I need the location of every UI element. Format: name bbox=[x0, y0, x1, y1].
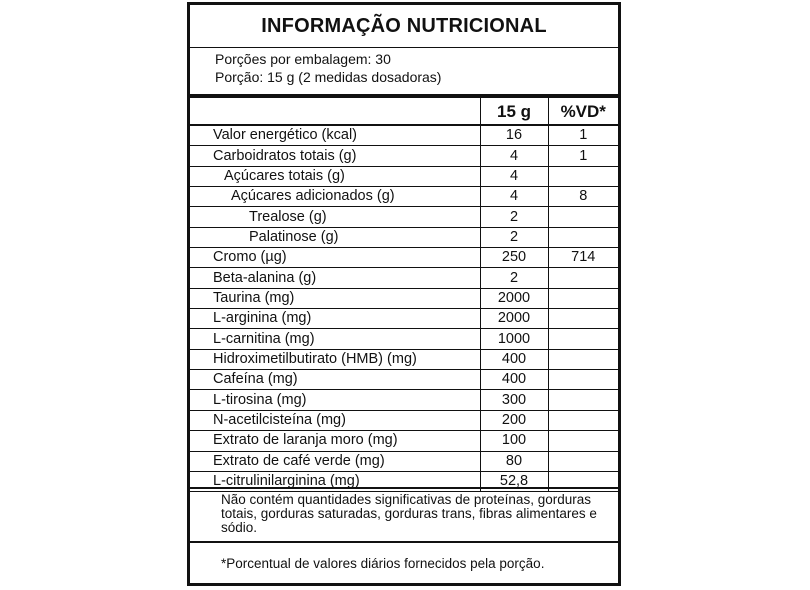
nutrient-dv bbox=[548, 451, 618, 471]
nutrient-name: L-citrulinilarginina (mg) bbox=[190, 471, 480, 491]
disclaimer-note: Não contém quantidades significativas de proteínas, gorduras totais, gorduras saturadas, gorduras trans, fibras alimentares e sódio. bbox=[221, 492, 597, 535]
table-row bbox=[190, 451, 618, 471]
table-row bbox=[190, 309, 618, 329]
nutrient-name: Valor energético (kcal) bbox=[190, 125, 480, 146]
nutrient-dv: 1 bbox=[548, 146, 618, 166]
nutrient-value: 1000 bbox=[480, 329, 548, 349]
nutrient-value: 4 bbox=[480, 146, 548, 166]
nutrient-dv bbox=[548, 207, 618, 227]
nutrient-name: Taurina (mg) bbox=[190, 288, 480, 308]
nutrient-dv bbox=[548, 268, 618, 288]
nutrient-value: 400 bbox=[480, 370, 548, 390]
nutrient-name: Cafeína (mg) bbox=[190, 370, 480, 390]
nutrient-value: 100 bbox=[480, 431, 548, 451]
table-row bbox=[190, 207, 618, 227]
table-row bbox=[190, 227, 618, 247]
nutrient-name: Açúcares adicionados (g) bbox=[190, 187, 480, 207]
table-row bbox=[190, 288, 618, 308]
nutrient-name: Palatinose (g) bbox=[190, 227, 480, 247]
nutrient-name: Extrato de laranja moro (mg) bbox=[190, 431, 480, 451]
nutrient-value: 250 bbox=[480, 248, 548, 268]
nutrient-name: L-tirosina (mg) bbox=[190, 390, 480, 410]
nutrient-value: 16 bbox=[480, 125, 548, 146]
nutrient-value: 200 bbox=[480, 410, 548, 430]
nutrient-value: 52,8 bbox=[480, 471, 548, 491]
dv-header: %VD* bbox=[548, 98, 618, 125]
nutrient-name: Extrato de café verde (mg) bbox=[190, 451, 480, 471]
nutrient-dv bbox=[548, 309, 618, 329]
nutrient-value: 2000 bbox=[480, 288, 548, 308]
nutrient-name: Açúcares totais (g) bbox=[190, 166, 480, 186]
nutrient-value: 400 bbox=[480, 349, 548, 369]
servings-per-package: Porções por embalagem: 30 bbox=[215, 51, 391, 67]
divider bbox=[190, 47, 618, 48]
nutrient-dv bbox=[548, 166, 618, 186]
nutrient-dv bbox=[548, 329, 618, 349]
nutrient-name: Trealose (g) bbox=[190, 207, 480, 227]
table-row bbox=[190, 349, 618, 369]
nutrient-dv: 714 bbox=[548, 248, 618, 268]
nutrient-value: 2 bbox=[480, 207, 548, 227]
table-row bbox=[190, 268, 618, 288]
nutrient-value: 80 bbox=[480, 451, 548, 471]
nutrient-name: Hidroximetilbutirato (HMB) (mg) bbox=[190, 349, 480, 369]
table-row bbox=[190, 329, 618, 349]
nutrient-dv bbox=[548, 390, 618, 410]
table-row bbox=[190, 390, 618, 410]
nutrient-name: Cromo (µg) bbox=[190, 248, 480, 268]
nutrient-dv bbox=[548, 370, 618, 390]
table-row bbox=[190, 410, 618, 430]
nutrition-table bbox=[190, 98, 618, 492]
nutrient-name: N-acetilcisteína (mg) bbox=[190, 410, 480, 430]
table-row bbox=[190, 146, 618, 166]
nutrient-dv bbox=[548, 431, 618, 451]
nutrient-dv bbox=[548, 349, 618, 369]
table-row bbox=[190, 166, 618, 186]
nutrient-dv bbox=[548, 410, 618, 430]
nutrient-name: Beta-alanina (g) bbox=[190, 268, 480, 288]
nutrient-dv: 1 bbox=[548, 125, 618, 146]
table-row bbox=[190, 125, 618, 146]
table-row bbox=[190, 248, 618, 268]
nutrient-dv bbox=[548, 227, 618, 247]
divider bbox=[190, 541, 618, 543]
divider bbox=[190, 487, 618, 489]
table-row bbox=[190, 187, 618, 207]
serving-size: Porção: 15 g (2 medidas dosadoras) bbox=[215, 69, 442, 85]
nutrient-value: 2000 bbox=[480, 309, 548, 329]
nutrient-value: 4 bbox=[480, 166, 548, 186]
nutrient-name: Carboidratos totais (g) bbox=[190, 146, 480, 166]
nutrition-facts-label bbox=[187, 2, 621, 586]
table-header-row bbox=[190, 98, 618, 125]
table-row bbox=[190, 431, 618, 451]
footnote: *Porcentual de valores diários fornecidos pela porção. bbox=[221, 556, 545, 571]
nutrient-value: 4 bbox=[480, 187, 548, 207]
nutrient-value: 2 bbox=[480, 268, 548, 288]
nutrient-dv bbox=[548, 288, 618, 308]
nutrient-name: L-carnitina (mg) bbox=[190, 329, 480, 349]
nutrient-name: L-arginina (mg) bbox=[190, 309, 480, 329]
label-title: INFORMAÇÃO NUTRICIONAL bbox=[261, 15, 547, 37]
nutrient-dv: 8 bbox=[548, 187, 618, 207]
nutrient-value: 2 bbox=[480, 227, 548, 247]
per-serving-header: 15 g bbox=[480, 98, 548, 125]
nutrient-value: 300 bbox=[480, 390, 548, 410]
table-row bbox=[190, 370, 618, 390]
